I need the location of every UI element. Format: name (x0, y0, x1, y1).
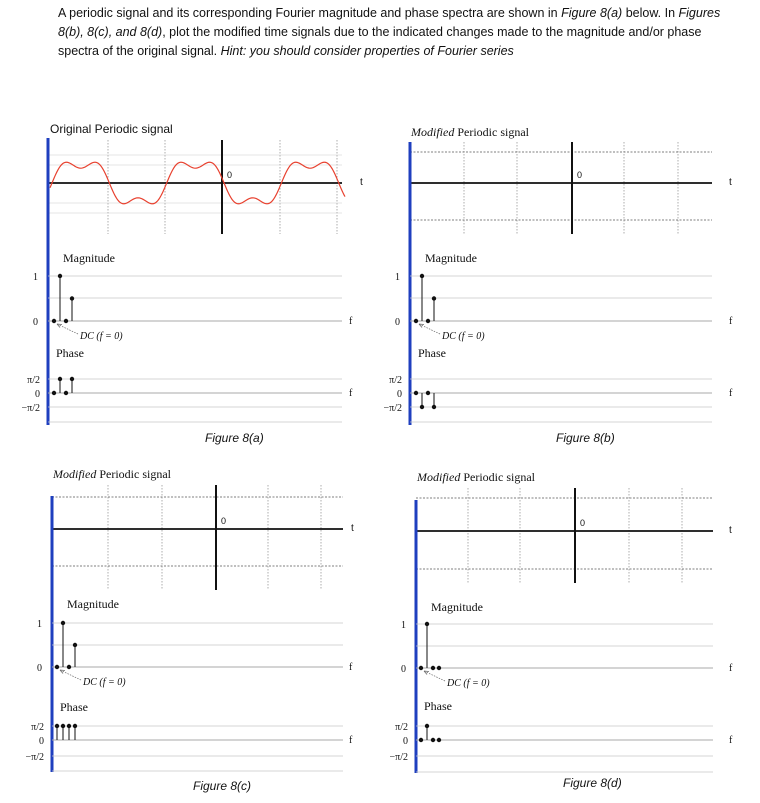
problem-statement: A periodic signal and its corresponding Fourier magnitude and phase spectra are shown in Figure 8(a) below. In Figures 8(b), 8(c), and 8(d), plot the modified time signals due to the indicated changes made to the magnitude and/or phase spectra of the original signal. Hint: you should consider properties of Fourier series (58, 6, 721, 58)
dc-pointer (419, 324, 440, 334)
signal-title-rest: Periodic signal (96, 467, 171, 481)
t-axis-label: t (729, 525, 732, 536)
figure-caption: Figure 8(a) (205, 431, 264, 445)
phase-point (419, 738, 423, 742)
figure-8d (390, 470, 733, 790)
phase-f-label: f (729, 735, 733, 746)
figure-8c (26, 467, 354, 793)
t-zero-label: 0 (577, 170, 583, 180)
phase-point (414, 391, 418, 395)
phase-zero-label: 0 (39, 736, 44, 747)
phase-point (426, 391, 430, 395)
phase-pi2-label: π/2 (31, 722, 44, 733)
figure-8b (384, 125, 733, 445)
magnitude-one-label: 1 (37, 619, 42, 630)
phase-point (55, 724, 59, 728)
signal-title-modified: Modified (411, 125, 455, 139)
phase-point (67, 724, 71, 728)
dc-pointer-arrowhead (57, 324, 62, 328)
magnitude-point (73, 643, 77, 647)
dc-pointer-arrowhead (424, 671, 429, 675)
phase-pi2-label: π/2 (389, 375, 402, 386)
magnitude-zero-label: 0 (37, 663, 42, 674)
magnitude-point (52, 319, 56, 323)
phase-f-label: f (729, 388, 733, 399)
magnitude-point (70, 296, 74, 300)
phase-label: Phase (60, 700, 88, 714)
phase-point (70, 377, 74, 381)
magnitude-point (437, 666, 441, 670)
dc-pointer-arrowhead (60, 670, 65, 674)
phase-neg-pi2-label: −π/2 (21, 403, 40, 414)
magnitude-label: Magnitude (431, 600, 483, 614)
signal-title (416, 470, 536, 484)
dc-label: DC (f = 0) (442, 331, 485, 342)
phase-point (73, 724, 77, 728)
phase-label: Phase (56, 346, 84, 360)
magnitude-zero-label: 0 (401, 664, 406, 675)
signal-title (410, 125, 530, 139)
magnitude-point (419, 666, 423, 670)
phase-point (61, 724, 65, 728)
magnitude-point (67, 665, 71, 669)
t-zero-label: 0 (580, 518, 586, 528)
figure-caption: Figure 8(d) (563, 776, 622, 790)
magnitude-label: Magnitude (67, 597, 119, 611)
signal-title-rest: Periodic signal (460, 470, 535, 484)
dc-pointer (424, 671, 445, 681)
figure-8a (22, 122, 363, 445)
signal-title-modified: Modified (53, 467, 97, 481)
magnitude-point (431, 666, 435, 670)
phase-point (437, 738, 441, 742)
t-zero-label: 0 (221, 516, 227, 526)
t-axis-label: t (360, 177, 363, 188)
dc-pointer (60, 670, 81, 680)
t-axis-label: t (351, 523, 354, 534)
phase-zero-label: 0 (403, 736, 408, 747)
magnitude-f-label: f (729, 316, 733, 327)
phase-label: Phase (418, 346, 446, 360)
phase-point (52, 391, 56, 395)
figure-caption: Figure 8(b) (556, 431, 615, 445)
magnitude-one-label: 1 (401, 620, 406, 631)
magnitude-point (432, 296, 436, 300)
phase-point (420, 405, 424, 409)
phase-f-label: f (349, 735, 353, 746)
dc-pointer-arrowhead (419, 324, 424, 328)
phase-zero-label: 0 (397, 389, 402, 400)
figure-caption: Figure 8(c) (193, 779, 252, 793)
dc-label: DC (f = 0) (80, 331, 123, 342)
phase-label: Phase (424, 699, 452, 713)
magnitude-point (58, 274, 62, 278)
phase-neg-pi2-label: −π/2 (25, 752, 44, 763)
t-axis-label: t (729, 177, 732, 188)
phase-point (431, 738, 435, 742)
dc-label: DC (f = 0) (83, 677, 126, 688)
magnitude-point (426, 319, 430, 323)
magnitude-point (414, 319, 418, 323)
phase-neg-pi2-label: −π/2 (383, 403, 402, 414)
signal-title-rest: Periodic signal (454, 125, 529, 139)
signal-title (52, 467, 172, 481)
magnitude-f-label: f (349, 662, 353, 673)
magnitude-one-label: 1 (33, 272, 38, 283)
phase-point (432, 405, 436, 409)
phase-pi2-label: π/2 (27, 375, 40, 386)
phase-point (64, 391, 68, 395)
magnitude-label: Magnitude (425, 251, 477, 265)
dc-label: DC (f = 0) (447, 678, 490, 689)
magnitude-zero-label: 0 (395, 317, 400, 328)
magnitude-point (420, 274, 424, 278)
magnitude-zero-label: 0 (33, 317, 38, 328)
magnitude-point (425, 622, 429, 626)
magnitude-f-label: f (729, 663, 733, 674)
signal-title-modified: Modified (417, 470, 461, 484)
phase-pi2-label: π/2 (395, 722, 408, 733)
t-zero-label: 0 (227, 170, 233, 180)
magnitude-f-label: f (349, 316, 353, 327)
magnitude-point (64, 319, 68, 323)
phase-f-label: f (349, 388, 353, 399)
signal-title: Original Periodic signal (50, 122, 173, 136)
phase-point (425, 724, 429, 728)
magnitude-point (61, 621, 65, 625)
magnitude-label: Magnitude (63, 251, 115, 265)
dc-pointer (57, 324, 78, 334)
magnitude-one-label: 1 (395, 272, 400, 283)
phase-neg-pi2-label: −π/2 (389, 752, 408, 763)
phase-point (58, 377, 62, 381)
phase-zero-label: 0 (35, 389, 40, 400)
magnitude-point (55, 665, 59, 669)
